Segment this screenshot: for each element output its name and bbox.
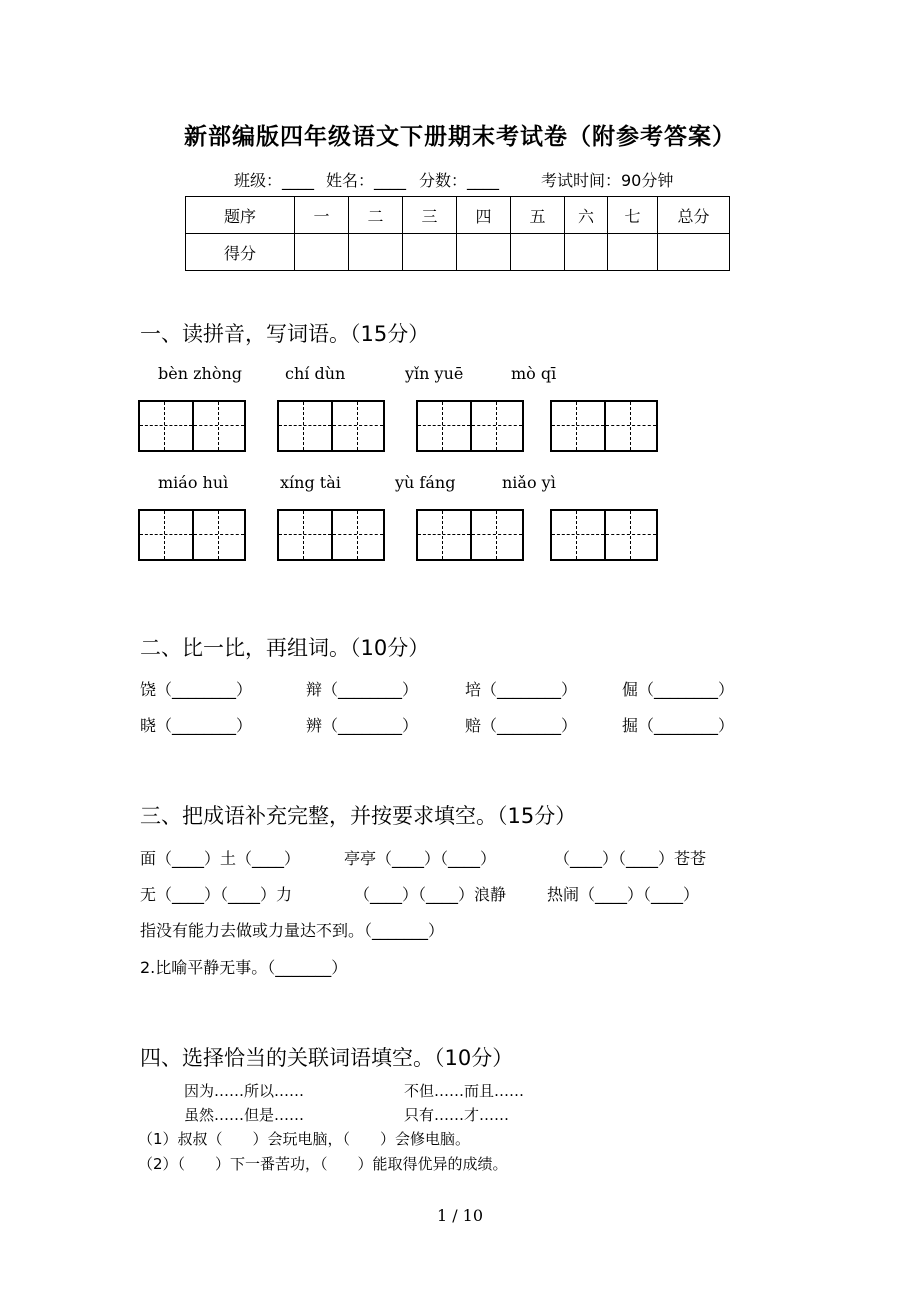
grid-cell[interactable] <box>418 511 470 559</box>
section-1-title: 一、读拼音，写词语。（15分） <box>140 322 430 346</box>
score-cell[interactable] <box>457 234 511 271</box>
idiom-definition: 2.比喻平静无事。（_______） <box>140 958 348 977</box>
grid-cell[interactable] <box>418 402 470 450</box>
pinyin-label: yù fáng <box>395 473 456 492</box>
grid-cell[interactable] <box>604 402 656 450</box>
section-2-title: 二、比一比，再组词。（10分） <box>140 636 430 660</box>
compare-item: 辨（________） <box>306 716 419 735</box>
question-item: （2）（ ）下一番苦功，（ ）能取得优异的成绩。 <box>138 1155 508 1173</box>
grid-cell[interactable] <box>604 511 656 559</box>
table-header-cell: 五 <box>511 197 565 234</box>
conjunction-option: 虽然……但是…… <box>184 1106 305 1124</box>
page-number: 1 / 10 <box>436 1206 484 1225</box>
score-cell[interactable] <box>349 234 403 271</box>
pinyin-label: mò qī <box>511 364 557 383</box>
grid-cell[interactable] <box>140 402 192 450</box>
score-table-header-row <box>186 197 730 234</box>
compare-item: 赔（________） <box>465 716 578 735</box>
score-cell[interactable] <box>658 234 730 271</box>
table-row-label: 得分 <box>186 234 295 271</box>
idiom-item: 无（____）（____）力 <box>140 885 293 904</box>
question-item: （1）叔叔（ ）会玩电脑，（ ）会修电脑。 <box>138 1130 471 1148</box>
table-header-cell: 题序 <box>186 197 295 234</box>
table-header-cell: 总分 <box>658 197 730 234</box>
grid-cell[interactable] <box>192 402 244 450</box>
writing-grid[interactable] <box>550 509 658 561</box>
conjunction-option: 不但……而且…… <box>404 1082 525 1100</box>
score-table <box>185 196 730 271</box>
score-cell[interactable] <box>295 234 349 271</box>
score-cell[interactable] <box>403 234 457 271</box>
grid-cell[interactable] <box>192 511 244 559</box>
pinyin-label: niǎo yì <box>502 473 556 492</box>
compare-item: 饶（________） <box>140 680 253 699</box>
score-cell[interactable] <box>511 234 565 271</box>
compare-item: 培（________） <box>465 680 578 699</box>
grid-cell[interactable] <box>552 511 604 559</box>
compare-item: 倔（________） <box>622 680 735 699</box>
idiom-definition: 指没有能力去做或力量达不到。（_______） <box>140 921 445 940</box>
writing-grid[interactable] <box>550 400 658 452</box>
score-cell[interactable] <box>565 234 608 271</box>
table-header-cell: 七 <box>608 197 658 234</box>
grid-cell[interactable] <box>552 402 604 450</box>
grid-cell[interactable] <box>470 511 522 559</box>
grid-cell[interactable] <box>140 511 192 559</box>
table-header-cell: 一 <box>295 197 349 234</box>
table-header-cell: 六 <box>565 197 608 234</box>
grid-cell[interactable] <box>279 402 331 450</box>
score-table-row <box>186 234 730 271</box>
pinyin-label: miáo huì <box>158 473 229 492</box>
conjunction-option: 只有……才…… <box>404 1106 510 1124</box>
compare-item: 掘（________） <box>622 716 735 735</box>
table-header-cell: 四 <box>457 197 511 234</box>
idiom-item: 面（____）土（____） <box>140 849 301 868</box>
page-title: 新部编版四年级语文下册期末考试卷（附参考答案） <box>184 124 736 150</box>
score-cell[interactable] <box>608 234 658 271</box>
class-field: 班级：____ <box>234 171 315 190</box>
writing-grid[interactable] <box>138 400 246 452</box>
writing-grid[interactable] <box>138 509 246 561</box>
writing-grid[interactable] <box>416 509 524 561</box>
section-4-title: 四、选择恰当的关联词语填空。（10分） <box>140 1046 514 1070</box>
score-field: 分数：____ <box>419 171 500 190</box>
writing-grid[interactable] <box>277 400 385 452</box>
compare-item: 晓（________） <box>140 716 253 735</box>
idiom-item: 亭亭（____）（____） <box>344 849 497 868</box>
pinyin-label: yǐn yuē <box>405 364 464 383</box>
table-header-cell: 二 <box>349 197 403 234</box>
pinyin-label: chí dùn <box>285 364 346 383</box>
pinyin-label: xíng tài <box>280 473 341 492</box>
grid-cell[interactable] <box>331 511 383 559</box>
idiom-item: （____）（____）浪静 <box>354 885 507 904</box>
exam-time: 考试时间：90分钟 <box>541 171 674 190</box>
grid-cell[interactable] <box>279 511 331 559</box>
writing-grid[interactable] <box>277 509 385 561</box>
grid-cell[interactable] <box>470 402 522 450</box>
section-3-title: 三、把成语补充完整，并按要求填空。（15分） <box>140 804 577 828</box>
pinyin-label: bèn zhòng <box>158 364 243 383</box>
grid-cell[interactable] <box>331 402 383 450</box>
table-header-cell: 三 <box>403 197 457 234</box>
compare-item: 辩（________） <box>306 680 419 699</box>
writing-grid[interactable] <box>416 400 524 452</box>
idiom-item: （____）（____）苍苍 <box>554 849 707 868</box>
name-field: 姓名：____ <box>326 171 407 190</box>
idiom-item: 热闹（____）（____） <box>547 885 700 904</box>
conjunction-option: 因为……所以…… <box>184 1082 305 1100</box>
